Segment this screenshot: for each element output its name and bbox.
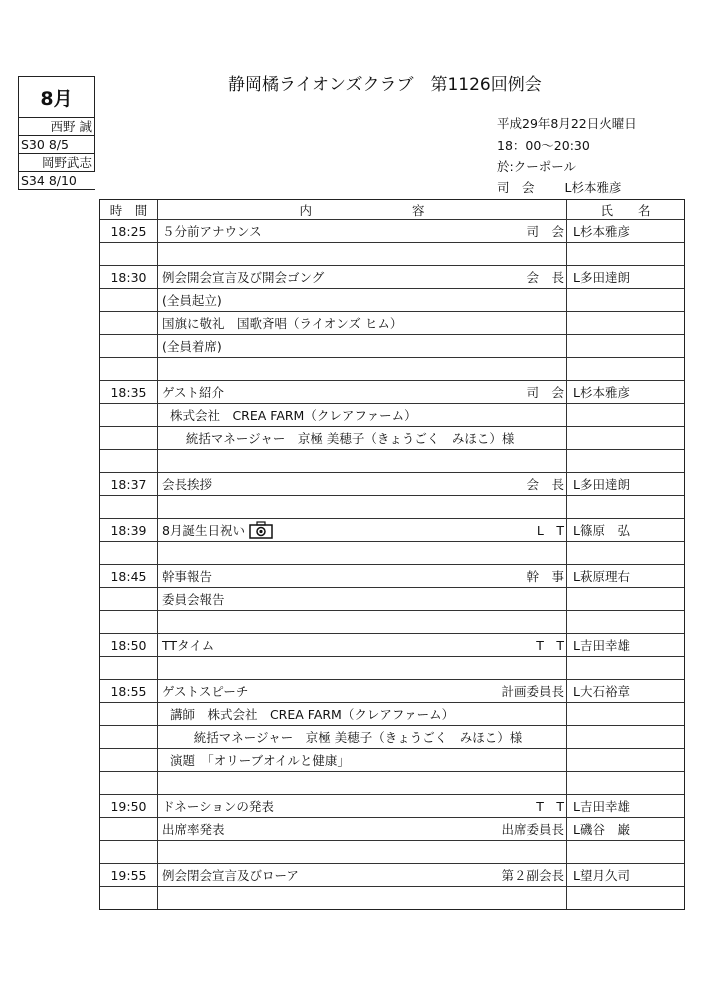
row-role: T T — [536, 799, 564, 814]
table-row — [100, 565, 684, 588]
row-time: 18:45 — [100, 565, 158, 587]
table-row — [100, 611, 684, 634]
row-content — [158, 588, 567, 610]
row-time — [100, 243, 158, 265]
row-role: 会 長 — [526, 270, 564, 285]
row-role: 第２副会長 — [501, 868, 564, 883]
row-name — [567, 726, 684, 748]
schedule-table — [99, 199, 685, 910]
table-row — [100, 588, 684, 611]
table-row — [100, 266, 684, 289]
row-content — [158, 519, 567, 541]
row-item: ゲストスピーチ — [162, 684, 249, 699]
row-name: L吉田幸雄 — [573, 799, 630, 814]
row-time — [100, 772, 158, 794]
row-time: 19:50 — [100, 795, 158, 817]
header-content: 内 容 — [158, 200, 567, 219]
row-name: L杉本雅彦 — [573, 224, 630, 239]
table-row — [100, 358, 684, 381]
table-row — [100, 312, 684, 335]
row-role: 司 会 — [526, 224, 564, 239]
row-content — [158, 358, 567, 380]
table-row — [100, 542, 684, 565]
row-content — [158, 611, 567, 633]
row-content — [158, 887, 567, 909]
row-name — [567, 703, 684, 725]
row-name — [567, 312, 684, 334]
row-role: 幹 事 — [526, 569, 564, 584]
row-name — [567, 450, 684, 472]
row-item: 統括マネージャー 京極 美穂子（きょうごく みほこ）様 — [162, 730, 523, 745]
row-name — [567, 887, 684, 909]
row-content — [158, 404, 567, 426]
row-content — [158, 818, 567, 840]
row-item: 国旗に敬礼 国歌斉唱（ライオンズ ヒム） — [162, 316, 403, 331]
row-item: ５分前アナウンス — [162, 224, 262, 239]
row-content — [158, 772, 567, 794]
row-name: L大石裕章 — [573, 684, 630, 699]
camera-icon — [249, 521, 273, 539]
table-row — [100, 703, 684, 726]
birthday-month: 8月 — [19, 77, 95, 118]
row-role: T T — [536, 638, 564, 653]
row-name: L萩原理右 — [573, 569, 630, 584]
row-name — [567, 427, 684, 449]
row-name — [567, 496, 684, 518]
row-time — [100, 611, 158, 633]
row-time — [100, 657, 158, 679]
row-content — [158, 565, 567, 587]
row-role: 計画委員長 — [501, 684, 564, 699]
table-row — [100, 657, 684, 680]
row-content — [158, 864, 567, 886]
row-item: 会長挨拶 — [162, 477, 213, 492]
birthday-member-name: 西野 誠 — [19, 118, 95, 136]
table-row — [100, 772, 684, 795]
row-time: 19:55 — [100, 864, 158, 886]
birthday-member-date: S30 8/5 — [19, 136, 95, 154]
row-time — [100, 887, 158, 909]
row-time: 18:55 — [100, 680, 158, 702]
table-row — [100, 795, 684, 818]
row-item: ゲスト紹介 — [162, 385, 225, 400]
row-name: L篠原 弘 — [573, 523, 630, 538]
row-content — [158, 312, 567, 334]
row-role: 司 会 — [526, 385, 564, 400]
row-item: 統括マネージャー 京極 美穂子（きょうごく みほこ）様 — [162, 431, 515, 446]
row-time — [100, 404, 158, 426]
row-time: 18:25 — [100, 220, 158, 242]
row-name: L杉本雅彦 — [573, 385, 630, 400]
row-content — [158, 427, 567, 449]
table-row — [100, 473, 684, 496]
row-name — [567, 243, 684, 265]
row-name: L多田達朗 — [573, 270, 630, 285]
row-time: 18:39 — [100, 519, 158, 541]
row-time: 18:35 — [100, 381, 158, 403]
row-time — [100, 450, 158, 472]
row-name — [567, 289, 684, 311]
table-row — [100, 887, 684, 909]
row-time — [100, 358, 158, 380]
row-role: L T — [536, 523, 564, 538]
table-row — [100, 680, 684, 703]
table-row — [100, 381, 684, 404]
row-role: 会 長 — [526, 477, 564, 492]
row-content — [158, 335, 567, 357]
row-content — [158, 726, 567, 748]
row-name: L吉田幸雄 — [573, 638, 630, 653]
row-content — [158, 703, 567, 725]
row-item: 演題 「オリーブオイルと健康」 — [162, 753, 350, 768]
row-content — [158, 749, 567, 771]
row-item: (全員起立) — [162, 293, 222, 308]
row-item: 委員会報告 — [162, 592, 225, 607]
row-content — [158, 473, 567, 495]
row-item: 例会開会宣言及び開会ゴング — [162, 270, 325, 285]
row-time — [100, 335, 158, 357]
row-content — [158, 657, 567, 679]
row-item: 例会閉会宣言及びローア — [162, 868, 299, 883]
row-time — [100, 703, 158, 725]
row-name — [567, 772, 684, 794]
row-name: L望月久司 — [573, 868, 630, 883]
row-name: L多田達朗 — [573, 477, 630, 492]
row-time — [100, 841, 158, 863]
row-name — [567, 657, 684, 679]
row-content — [158, 795, 567, 817]
meeting-time: 18：00～20:30 — [497, 138, 590, 153]
row-content — [158, 220, 567, 242]
row-item: 株式会社 CREA FARM（クレアファーム） — [162, 408, 417, 423]
row-time — [100, 542, 158, 564]
row-time: 18:37 — [100, 473, 158, 495]
row-content — [158, 381, 567, 403]
table-row — [100, 726, 684, 749]
row-item: ドネーションの発表 — [162, 799, 274, 814]
row-content — [158, 266, 567, 288]
header-time: 時 間 — [100, 200, 158, 219]
table-row — [100, 864, 684, 887]
row-content — [158, 542, 567, 564]
row-item: (全員着席) — [162, 339, 222, 354]
row-content — [158, 680, 567, 702]
row-name — [567, 542, 684, 564]
row-name — [567, 404, 684, 426]
row-item: 出席率発表 — [162, 822, 225, 837]
row-time — [100, 289, 158, 311]
row-time — [100, 496, 158, 518]
table-row — [100, 818, 684, 841]
row-item: TTタイム — [162, 638, 215, 653]
row-item: 幹事報告 — [162, 569, 213, 584]
row-item: 講師 株式会社 CREA FARM（クレアファーム） — [162, 707, 455, 722]
table-row — [100, 427, 684, 450]
row-name — [567, 335, 684, 357]
row-time — [100, 312, 158, 334]
table-row — [100, 519, 684, 542]
table-row — [100, 289, 684, 312]
meeting-mc — [497, 178, 621, 196]
birthday-box — [18, 76, 95, 190]
table-row — [100, 841, 684, 864]
row-time — [100, 726, 158, 748]
header-name: 氏 名 — [600, 202, 651, 218]
table-row — [100, 220, 684, 243]
row-time — [100, 749, 158, 771]
row-name — [567, 611, 684, 633]
row-content — [158, 634, 567, 656]
mc-name: L杉本雅彦 — [564, 180, 622, 195]
table-row — [100, 404, 684, 427]
table-row — [100, 749, 684, 772]
row-time — [100, 818, 158, 840]
row-name: L磯谷 巌 — [573, 822, 630, 837]
page-title: 静岡橘ライオンズクラブ 第1126回例会 — [228, 75, 542, 95]
row-name — [567, 358, 684, 380]
row-content — [158, 243, 567, 265]
row-item: 8月誕生日祝い — [162, 523, 245, 538]
row-content — [158, 450, 567, 472]
table-header — [100, 200, 684, 220]
mc-label: 司 会 — [497, 180, 535, 195]
row-role: 出席委員長 — [501, 822, 564, 837]
row-time — [100, 588, 158, 610]
table-row — [100, 450, 684, 473]
table-row — [100, 335, 684, 358]
meeting-date: 平成29年8月22日火曜日 — [497, 116, 637, 131]
row-time: 18:30 — [100, 266, 158, 288]
row-time — [100, 427, 158, 449]
row-name — [567, 749, 684, 771]
birthday-member-name: 岡野武志 — [19, 154, 95, 172]
table-row — [100, 634, 684, 657]
row-name — [567, 588, 684, 610]
row-content — [158, 496, 567, 518]
row-content — [158, 289, 567, 311]
table-row — [100, 243, 684, 266]
birthday-member-date: S34 8/10 — [19, 172, 95, 190]
row-name — [567, 841, 684, 863]
row-time: 18:50 — [100, 634, 158, 656]
meeting-venue: 於:クーポール — [497, 159, 576, 174]
row-content — [158, 841, 567, 863]
table-row — [100, 496, 684, 519]
